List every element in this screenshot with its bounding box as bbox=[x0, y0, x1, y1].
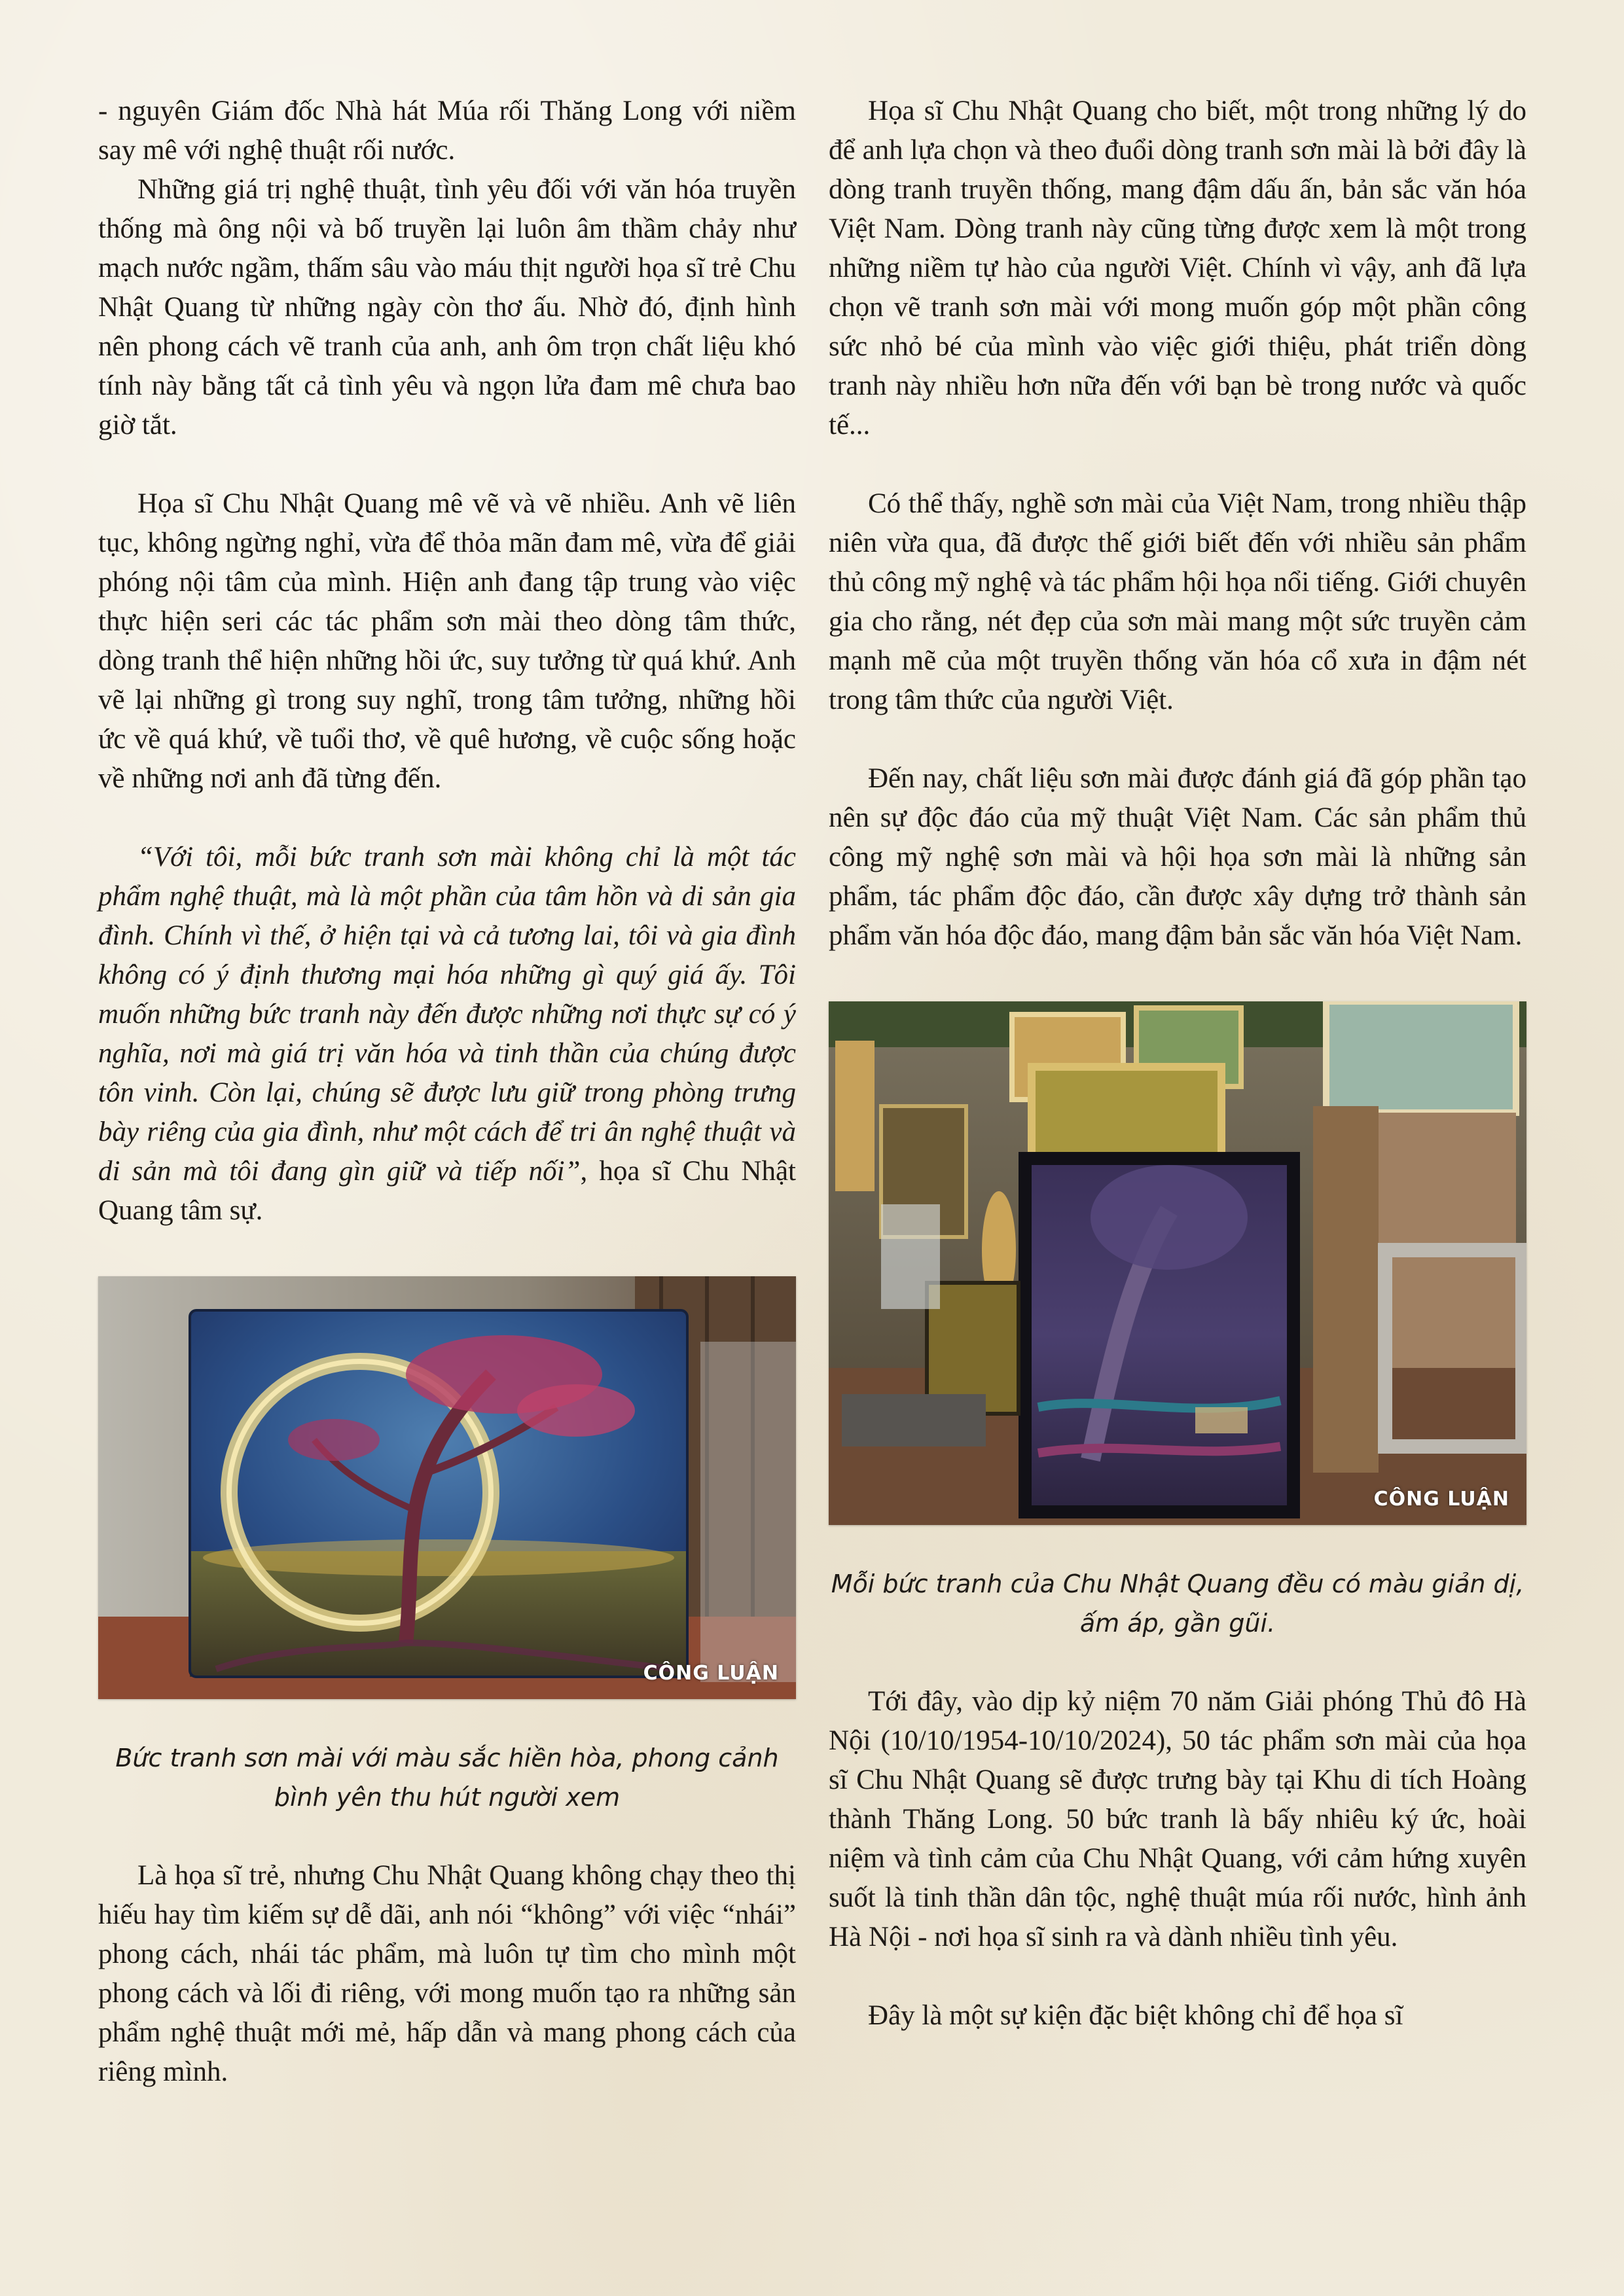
photo-watermark: CÔNG LUẬN bbox=[1373, 1488, 1509, 1511]
paragraph: Những giá trị nghệ thuật, tình yêu đối với văn hóa truyền thống mà ông nội và bố truyền lại luôn âm thầm chảy như mạch nước ngầm, thấm sâu vào máu thịt người họa sĩ trẻ Chu Nhật Quang từ những ngày còn thơ ấu. Nhờ đó, định hình nên phong cách vẽ tranh của anh, anh ôm trọn chất liệu khó tính này bằng tất cả tình yêu và ngọn lửa đam mê chưa bao giờ tắt. bbox=[98, 174, 796, 440]
photo-caption: Mỗi bức tranh của Chu Nhật Quang đều có màu giản dị, ấm áp, gần gũi. bbox=[831, 1570, 1525, 1638]
photo-illustration bbox=[98, 1276, 796, 1699]
right-column bbox=[829, 92, 1526, 2036]
paragraph: Là họa sĩ trẻ, nhưng Chu Nhật Quang không chạy theo thị hiếu hay tìm kiếm sự dễ dãi, anh nói “không” với việc “nhái” phong cách, nhái tác phẩm, mà luôn tự tìm cho mình một phong cách và lối đi riêng, với mong muốn tạo ra những sản phẩm nghệ thuật mới mẻ, hấp dẫn và mang phong cách của riêng mình. bbox=[98, 1860, 796, 2087]
photo-watermark: CÔNG LUẬN bbox=[643, 1662, 779, 1685]
quote-paragraph bbox=[98, 838, 796, 1230]
lacquer-painting-photo bbox=[98, 1276, 796, 1699]
paragraph: - nguyên Giám đốc Nhà hát Múa rối Thăng Long với niềm say mê với nghệ thuật rối nước. bbox=[98, 96, 796, 166]
paragraph: Đến nay, chất liệu sơn mài được đánh giá đã góp phần tạo nên sự độc đáo của mỹ thuật Việt Nam. Các sản phẩm thủ công mỹ nghệ sơn mài và hội họa sơn mài là những sản phẩm, tác phẩm độc đáo, cần được xây dựng trở thành sản phẩm văn hóa độc đáo, mang đậm bản sắc văn hóa Việt Nam. bbox=[829, 763, 1526, 951]
left-column bbox=[98, 92, 796, 2092]
paragraph: Tới đây, vào dịp kỷ niệm 70 năm Giải phóng Thủ đô Hà Nội (10/10/1954-10/10/2024), 50 tác phẩm sơn mài của họa sĩ Chu Nhật Quang sẽ được trưng bày tại Khu di tích Hoàng thành Thăng Long. 50 bức tranh là bấy nhiêu ký ức, hoài niệm và tình cảm của Chu Nhật Quang, với cảm hứng xuyên suốt là tinh thần dân tộc, nghệ thuật múa rối nước, hình ảnh Hà Nội - nơi họa sĩ sinh ra và dành nhiều tình yêu. bbox=[829, 1686, 1526, 1952]
paragraph: Họa sĩ Chu Nhật Quang mê vẽ và vẽ nhiều. Anh vẽ liên tục, không ngừng nghỉ, vừa để thỏa mãn đam mê, vừa để giải phóng nội tâm của mình. Hiện anh đang tập trung vào việc thực hiện seri các tác phẩm sơn mài theo dòng tâm thức, dòng tranh thể hiện những hồi ức, suy tưởng từ quá khứ. Anh vẽ lại những gì trong suy nghĩ, trong tâm tưởng, những hồi ức về quá khứ, về tuổi thơ, về quê hương, về cuộc sống hoặc về những nơi anh đã từng đến. bbox=[98, 488, 796, 794]
photo-illustration bbox=[829, 1001, 1526, 1525]
paragraph: Có thể thấy, nghề sơn mài của Việt Nam, trong nhiều thập niên vừa qua, đã được thế giới biết đến với nhiều sản phẩm thủ công mỹ nghệ và tác phẩm hội họa nổi tiếng. Giới chuyên gia cho rằng, nét đẹp của sơn mài mang một sức truyền cảm mạnh mẽ của một truyền thống văn hóa cổ xưa in đậm nét trong tâm thức của người Việt. bbox=[829, 488, 1526, 715]
paragraph: Họa sĩ Chu Nhật Quang cho biết, một trong những lý do để anh lựa chọn và theo đuổi dòng tranh sơn mài là bởi đây là dòng tranh truyền thống, mang đậm dấu ấn, bản sắc văn hóa Việt Nam. Dòng tranh này cũng từng được xem là một trong những niềm tự hào của người Việt. Chính vì vậy, anh đã lựa chọn vẽ tranh sơn mài với mong muốn góp một phần công sức nhỏ bé của mình vào việc giới thiệu, phát triển dòng tranh này nhiều hơn nữa đến với bạn bè trong nước và quốc tế... bbox=[829, 96, 1526, 440]
photo-caption: Bức tranh sơn mài với màu sắc hiền hòa, phong cảnh bình yên thu hút người xem bbox=[115, 1744, 779, 1812]
paragraph: Đây là một sự kiện đặc biệt không chỉ để họa sĩ bbox=[868, 2000, 1403, 2031]
artist-quote: “Với tôi, mỗi bức tranh sơn mài không chỉ là một tác phẩm nghệ thuật, mà là một phần của tâm hồn và di sản gia đình. Chính vì thế, ở hiện tại và cả tương lai, tôi và gia đình không có ý định thương mại hóa những gì quý giá ấy. Tôi muốn những bức tranh này đến được những nơi thực sự có ý nghĩa, nơi mà giá trị văn hóa và tinh thần của chúng được tôn vinh. Còn lại, chúng sẽ được lưu giữ trong phòng trưng bày riêng của gia đình, như một cách để tri ân nghệ thuật và di sản mà tôi đang gìn giữ và tiếp nối” bbox=[98, 842, 796, 1187]
quote-attribution: , họa sĩ Chu Nhật Quang tâm sự. bbox=[98, 1156, 796, 1226]
studio-photo bbox=[829, 1001, 1526, 1525]
